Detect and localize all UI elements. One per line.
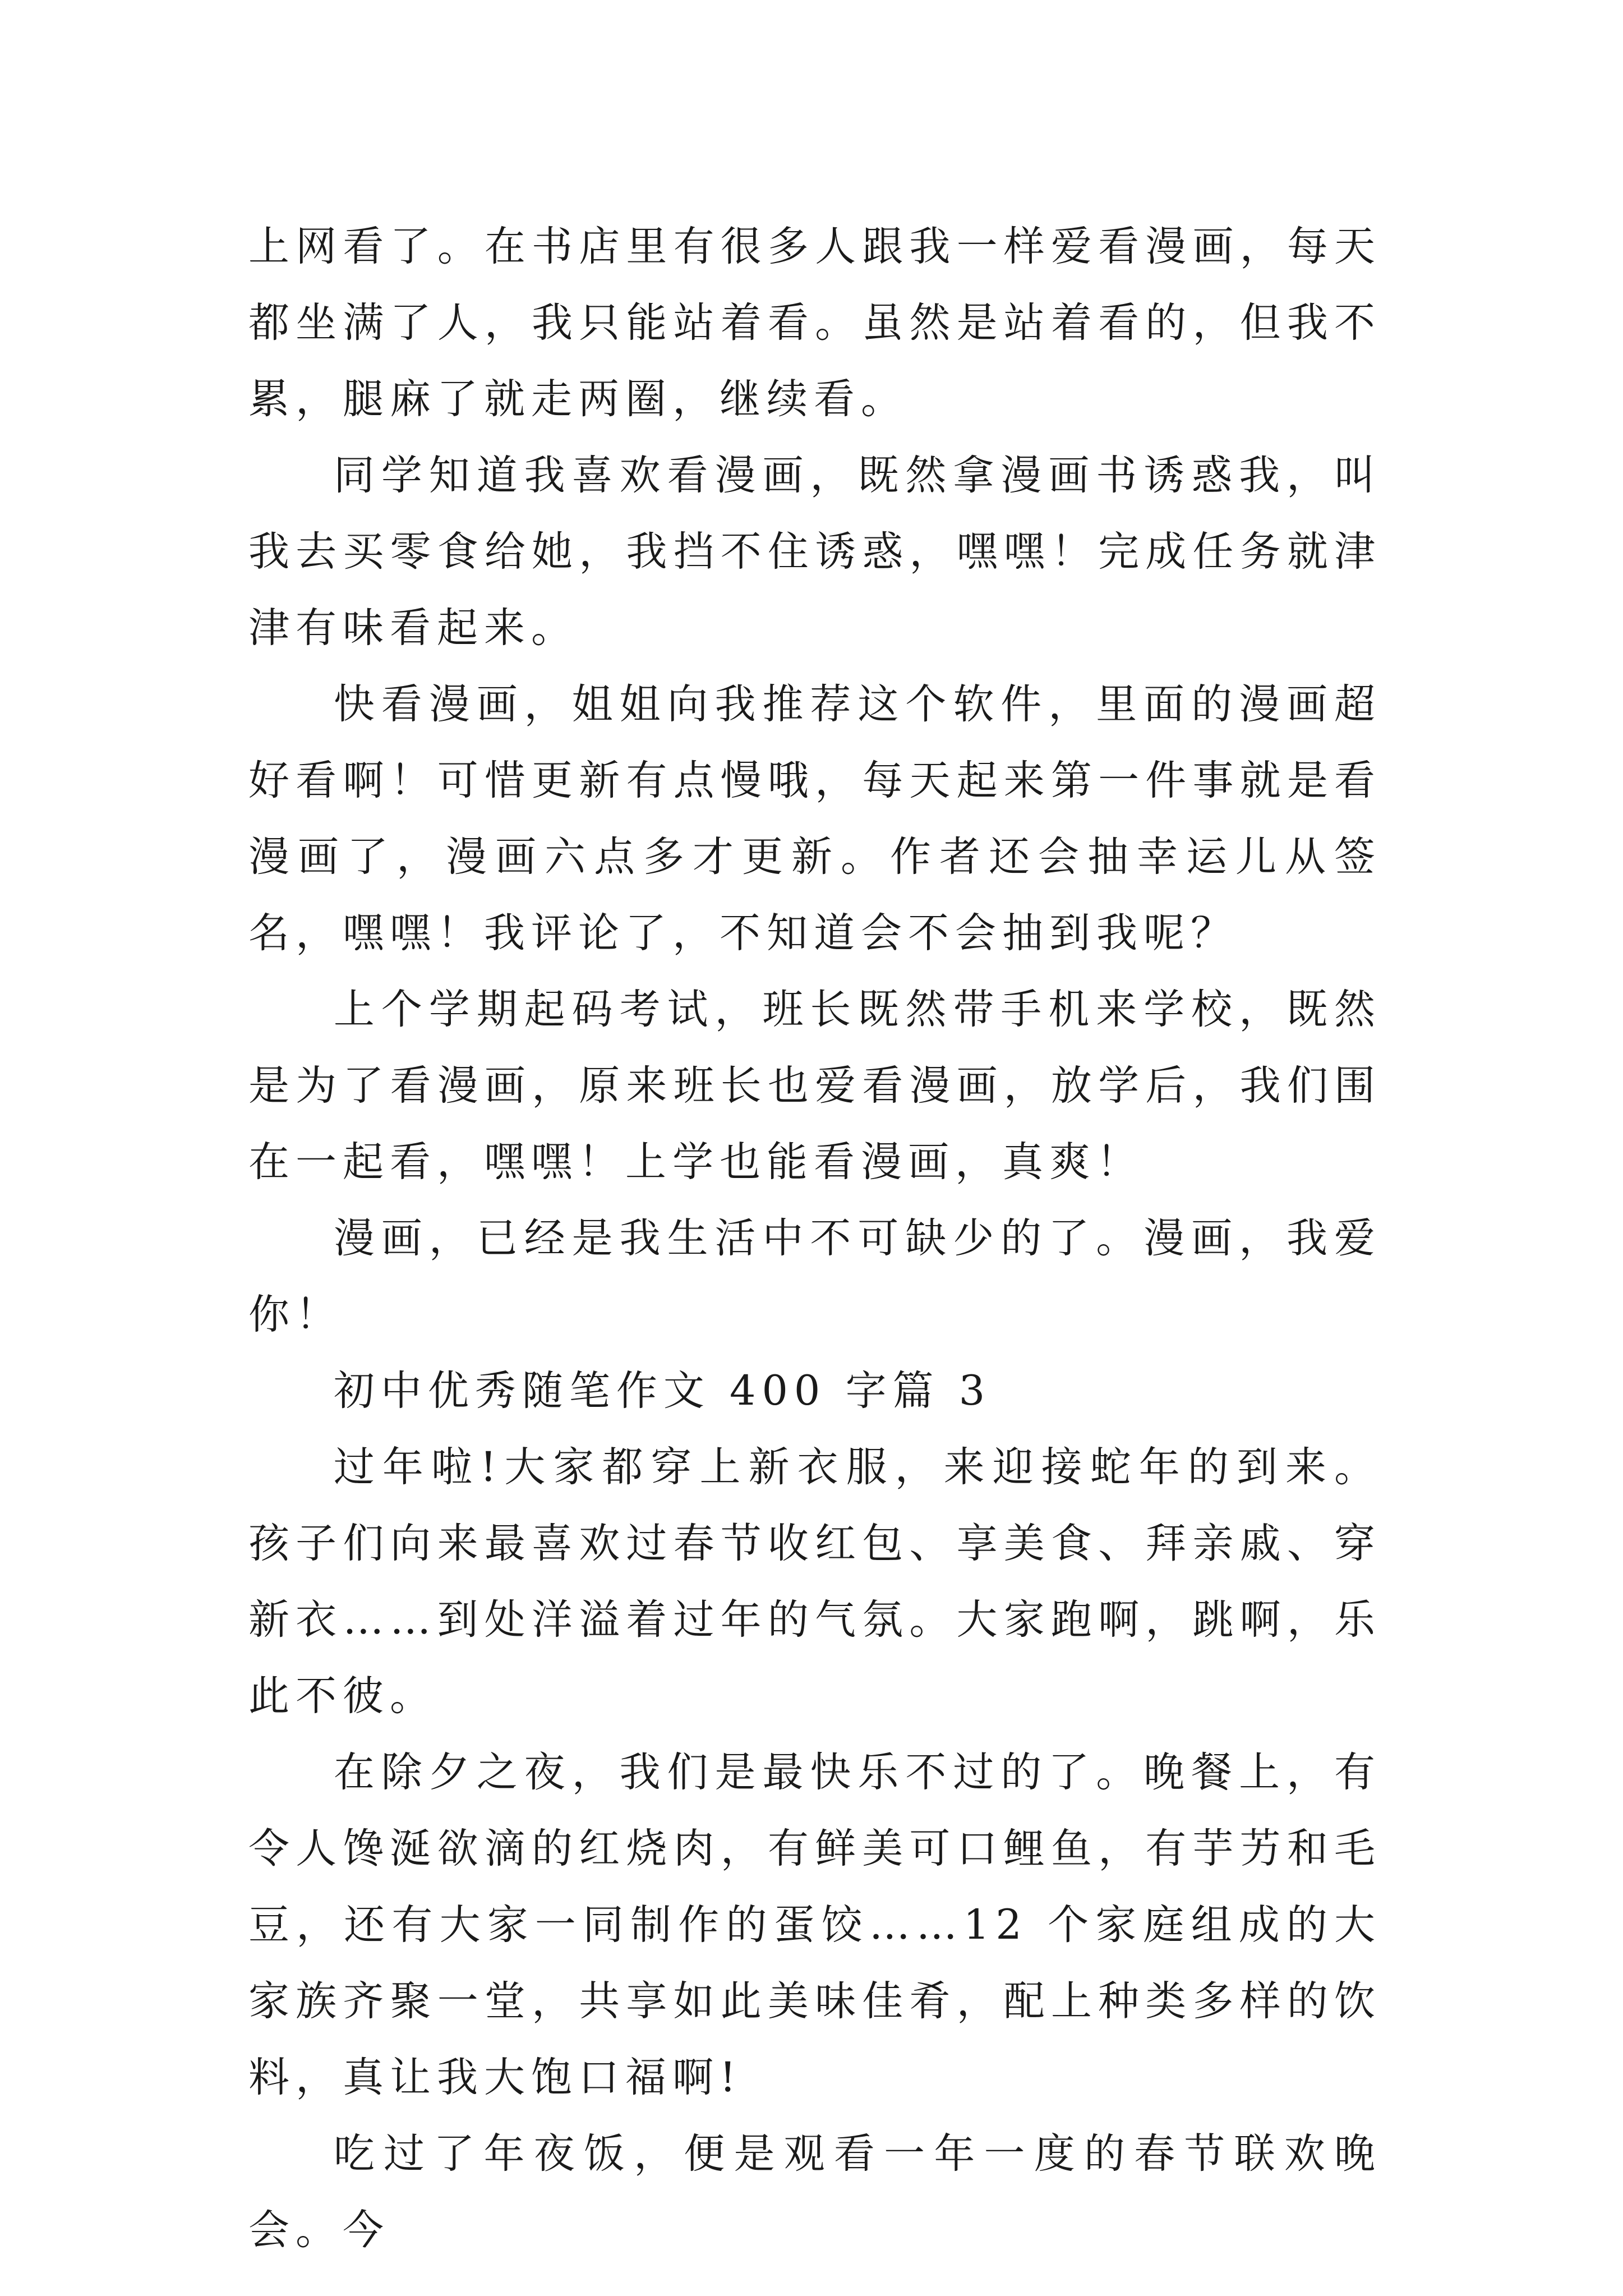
paragraph: 上个学期起码考试，班长既然带手机来学校，既然是为了看漫画，原来班长也爱看漫画，放学后，我们围在一起看，嘿嘿！上学也能看漫画，真爽！ bbox=[248, 986, 1381, 1186]
paragraph: 在除夕之夜，我们是最快乐不过的了。晚餐上，有令人馋涎欲滴的红烧肉，有鲜美可口鲤鱼，有芋艻和毛豆，还有大家一同制作的蛋饺……12 个家庭组成的大家族齐聚一堂，共享如此美味佳肴，配上种类多样的饮料，真让我大饱口福啊! bbox=[248, 1749, 1381, 2101]
paragraph: 快看漫画，姐姐向我推荐这个软件，里面的漫画超好看啊！可惜更新有点慢哦，每天起来第一件事就是看漫画了，漫画六点多才更新。作者还会抽幸运儿从签名，嘿嘿！我评论了，不知道会不会抽到我呢？ bbox=[248, 680, 1381, 957]
paragraph: 漫画，已经是我生活中不可缺少的了。漫画，我爱你！ bbox=[248, 1214, 1381, 1338]
section-heading: 初中优秀随笔作文 400 字篇 3 bbox=[333, 1367, 992, 1415]
paragraph: 同学知道我喜欢看漫画，既然拿漫画书诱惑我，叫我去买零食给她，我挡不住诱惑，嘿嘿！完成任务就津津有味看起来。 bbox=[248, 452, 1381, 652]
paragraph: 过年啦!大家都穿上新衣服，来迎接蛇年的到来。孩子们向来最喜欢过春节收红包、享美食、拜亲戚、穿新衣……到处洋溢着过年的气氛。大家跑啊，跳啊，乐此不彼。 bbox=[248, 1443, 1381, 1720]
paragraph: 上网看了。在书店里有很多人跟我一样爱看漫画，每天都坐满了人，我只能站着看。虽然是站着看的，但我不累，腿麻了就走两圈，继续看。 bbox=[248, 223, 1381, 423]
paragraph: 吃过了年夜饭，便是观看一年一度的春节联欢晚会。今 bbox=[248, 2130, 1381, 2254]
document-body bbox=[248, 209, 1381, 2269]
